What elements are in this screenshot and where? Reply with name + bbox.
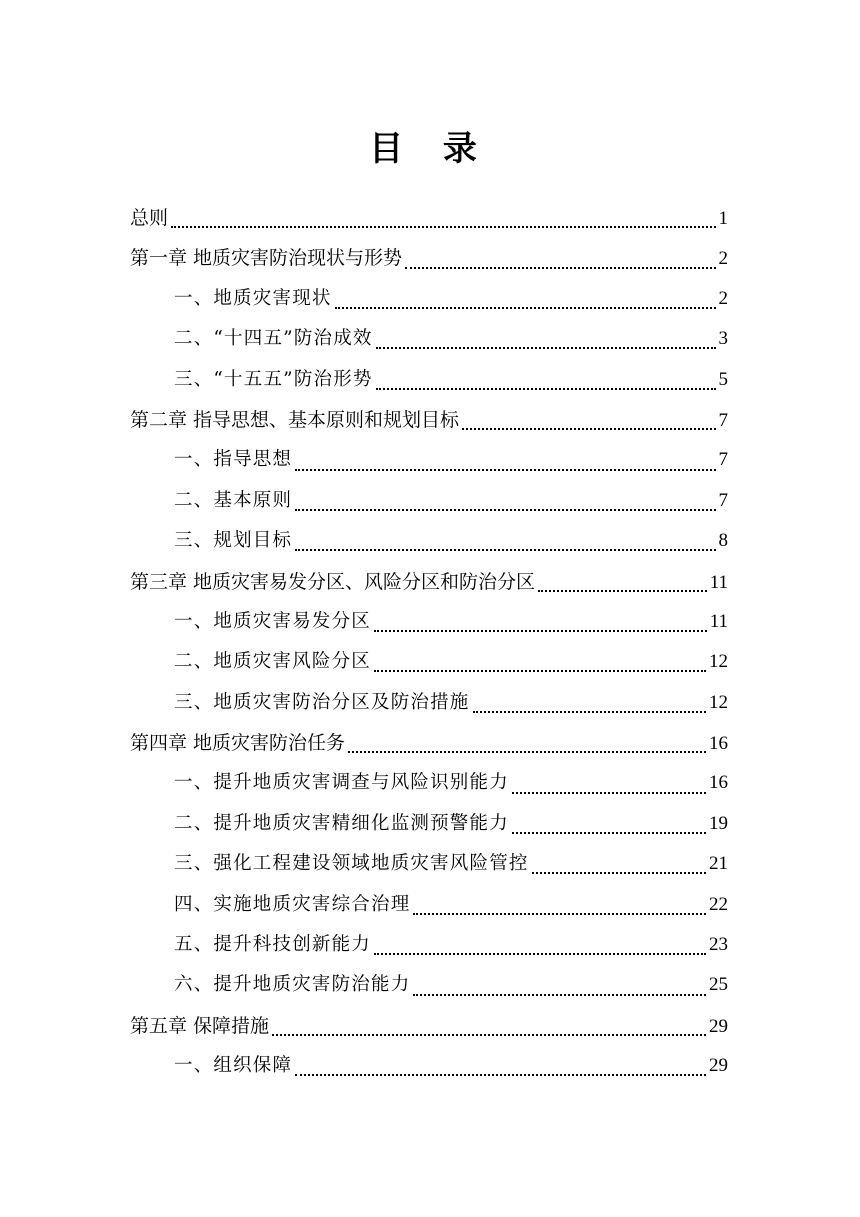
dot-leader	[295, 469, 715, 471]
toc-section-entry[interactable]	[130, 279, 728, 319]
toc-chapter-entry[interactable]	[130, 198, 728, 238]
toc-page-number: 22	[709, 893, 728, 915]
toc-page-number: 7	[718, 449, 728, 471]
dot-leader	[413, 913, 706, 915]
dot-leader	[376, 388, 716, 390]
dot-leader	[374, 953, 706, 955]
toc-title: 目 录	[369, 129, 491, 169]
toc-entry-label: 三、“十五五”防治形势	[174, 368, 373, 390]
toc-page-number: 11	[709, 571, 728, 593]
toc-section-entry[interactable]	[130, 642, 728, 682]
toc-entry-label: 三、地质灾害防治分区及防治措施	[174, 691, 470, 713]
toc-page-number: 11	[709, 610, 728, 632]
toc-entry-label: 二、提升地质灾害精细化监测预警能力	[174, 812, 509, 834]
toc-section-entry[interactable]	[130, 683, 728, 723]
toc-entry-label: 一、指导思想	[174, 449, 293, 471]
dot-leader	[272, 1034, 706, 1036]
dot-leader	[171, 226, 715, 228]
toc-page-number: 7	[718, 489, 728, 511]
toc-section-entry[interactable]	[130, 1046, 728, 1086]
toc-entry-label: 第三章 地质灾害易发分区、风险分区和防治分区	[130, 570, 536, 593]
dot-leader	[473, 711, 706, 713]
toc-section-entry[interactable]	[130, 885, 728, 925]
toc-section-entry[interactable]	[130, 319, 728, 359]
toc-entry-label: 第五章 保障措施	[130, 1014, 270, 1037]
toc-entry-label: 一、地质灾害现状	[174, 287, 332, 309]
dot-leader	[374, 670, 706, 672]
toc-section-entry[interactable]	[130, 481, 728, 521]
toc-entry-label: 二、“十四五”防治成效	[174, 328, 373, 350]
dot-leader	[374, 630, 707, 632]
toc-entry-label: 二、地质灾害风险分区	[174, 651, 372, 673]
toc-section-entry[interactable]	[130, 360, 728, 400]
toc-entry-label: 二、基本原则	[174, 489, 293, 511]
toc-chapter-entry[interactable]	[130, 400, 728, 440]
toc-section-entry[interactable]	[130, 763, 728, 803]
toc-entry-label: 一、组织保障	[174, 1055, 293, 1077]
toc-entry-label: 总则	[130, 207, 169, 229]
dot-leader	[512, 792, 706, 794]
toc-entry-label: 第一章 地质灾害防治现状与形势	[130, 247, 403, 270]
toc-page-number: 5	[718, 368, 728, 390]
dot-leader	[512, 832, 706, 834]
toc-page-number: 23	[709, 934, 728, 956]
dot-leader	[376, 347, 716, 349]
toc-page-number: 2	[718, 248, 728, 270]
dot-leader	[295, 549, 715, 551]
toc-page-number: 29	[709, 1055, 728, 1077]
toc-section-entry[interactable]	[130, 925, 728, 965]
toc-chapter-entry[interactable]	[130, 723, 728, 763]
toc-page-number: 16	[709, 733, 728, 755]
toc-page-number: 7	[718, 409, 728, 431]
toc-page-number: 1	[718, 208, 728, 229]
toc-page-number: 25	[709, 974, 728, 996]
toc-entry-label: 第二章 指导思想、基本原则和规划目标	[130, 408, 460, 431]
toc-entry-label: 一、提升地质灾害调查与风险识别能力	[174, 772, 509, 794]
toc-page-number: 3	[718, 328, 728, 350]
toc-page-number: 21	[709, 853, 728, 875]
toc-chapter-entry[interactable]	[130, 238, 728, 278]
toc-section-entry[interactable]	[130, 965, 728, 1005]
toc-section-entry[interactable]	[130, 804, 728, 844]
dot-leader	[348, 751, 706, 753]
table-of-contents	[130, 198, 728, 1087]
dot-leader	[295, 509, 715, 511]
dot-leader	[413, 994, 706, 996]
toc-entry-label: 一、地质灾害易发分区	[174, 610, 372, 632]
dot-leader	[462, 428, 715, 430]
toc-page-number: 12	[709, 651, 728, 673]
toc-entry-label: 五、提升科技创新能力	[174, 934, 372, 956]
toc-entry-label: 四、实施地质灾害综合治理	[174, 893, 411, 915]
dot-leader	[532, 872, 706, 874]
toc-section-entry[interactable]	[130, 440, 728, 480]
toc-page-number: 19	[709, 812, 728, 834]
dot-leader	[335, 307, 716, 309]
toc-entry-label: 三、强化工程建设领域地质灾害风险管控	[174, 853, 529, 875]
toc-entry-label: 六、提升地质灾害防治能力	[174, 974, 411, 996]
dot-leader	[295, 1074, 706, 1076]
toc-page-number: 29	[709, 1015, 728, 1037]
toc-page-number: 8	[718, 530, 728, 552]
dot-leader	[538, 590, 707, 592]
toc-section-entry[interactable]	[130, 521, 728, 561]
toc-entry-label: 三、规划目标	[174, 530, 293, 552]
toc-chapter-entry[interactable]	[130, 562, 728, 602]
toc-section-entry[interactable]	[130, 602, 728, 642]
toc-page-number: 2	[718, 287, 728, 309]
toc-page-number: 12	[709, 691, 728, 713]
toc-entry-label: 第四章 地质灾害防治任务	[130, 732, 346, 755]
toc-page-number: 16	[709, 772, 728, 794]
dot-leader	[405, 267, 715, 269]
toc-chapter-entry[interactable]	[130, 1006, 728, 1046]
toc-section-entry[interactable]	[130, 844, 728, 884]
